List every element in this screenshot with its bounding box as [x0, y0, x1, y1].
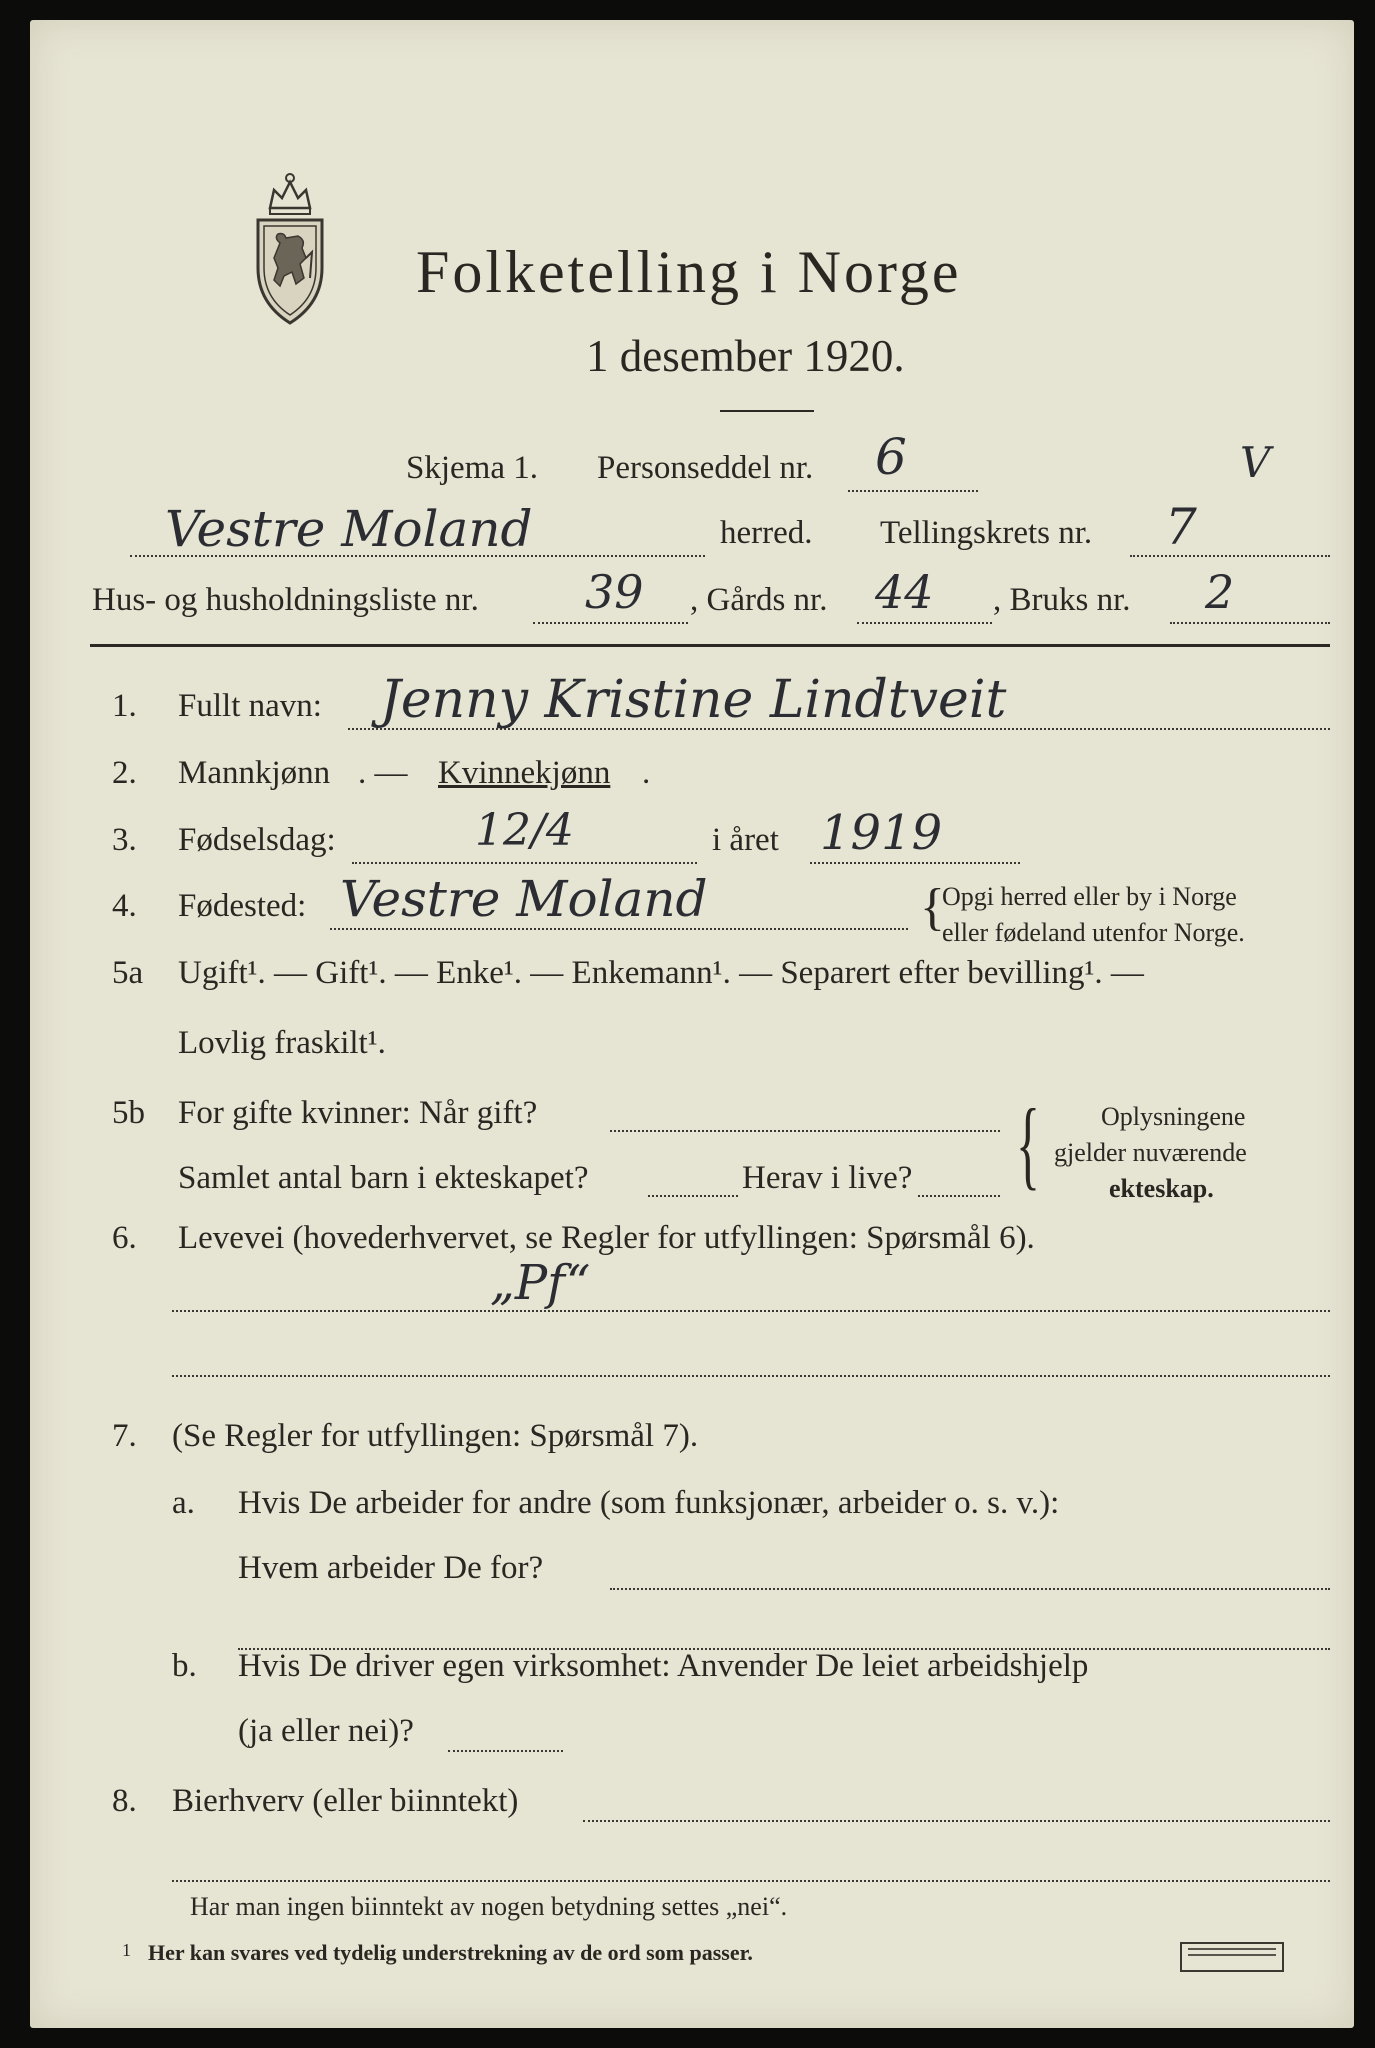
herred-value: Vestre Moland: [165, 500, 533, 558]
q5b-label-3: Herav i live?: [742, 1160, 913, 1196]
q3-year-line: [810, 862, 1020, 864]
q7b-line: [448, 1750, 563, 1752]
q5a-text-2: Lovlig fraskilt¹.: [178, 1025, 386, 1061]
check-mark: V: [1240, 438, 1271, 487]
q2-end: .: [642, 755, 651, 791]
printer-stamp: [1180, 1942, 1284, 1972]
q5b-children-line: [648, 1195, 738, 1197]
q3-year-label: i året: [712, 822, 779, 858]
footnote-mark: 1: [122, 1940, 131, 1960]
personseddel-nr: 6: [875, 428, 907, 486]
q5a-number: 5a: [112, 955, 144, 991]
q7a-letter: a.: [172, 1485, 195, 1521]
hus-label: Hus- og husholdningsliste nr.: [92, 582, 479, 618]
schema-label: Skjema 1.: [406, 450, 538, 486]
q4-note-1: Opgi herred eller by i Norge: [942, 882, 1237, 911]
q5b-note-1: Oplysningene: [1101, 1102, 1246, 1131]
gards-nr: 44: [875, 565, 934, 619]
q8-label: Bierhverv (eller biinntekt): [172, 1783, 519, 1819]
q7b-text-2: (ja eller nei)?: [238, 1713, 414, 1749]
q7a-text-1: Hvis De arbeider for andre (som funksjonær, arbeider o. s. v.):: [238, 1485, 1060, 1521]
tellingskrets-label: Tellingskrets nr.: [880, 515, 1093, 551]
q1-label: Fullt navn:: [178, 688, 322, 724]
q4-label: Fødested:: [178, 888, 307, 924]
q3-value: 12/4: [475, 805, 574, 856]
q4-line: [330, 928, 908, 930]
q5b-note-3: ekteskap.: [1109, 1174, 1214, 1203]
q7a-line-1: [610, 1588, 1330, 1590]
q6-number: 6.: [112, 1220, 137, 1256]
q5b-number: 5b: [112, 1095, 145, 1131]
q2-female: Kvinnekjønn: [438, 755, 611, 791]
gards-label: , Gårds nr.: [690, 582, 828, 618]
q5b-note-2: gjelder nuværende: [1054, 1138, 1247, 1167]
form-title: Folketelling i Norge: [416, 239, 962, 305]
q3-label: Fødselsdag:: [178, 822, 336, 858]
q6-line-2: [172, 1375, 1330, 1377]
q2-separator: . —: [358, 755, 408, 791]
footnote-text: Her kan svares ved tydelig understrekning av de ord som passer.: [148, 1940, 753, 1965]
q5b-label-2: Samlet antal barn i ekteskapet?: [178, 1160, 589, 1196]
header-divider: [90, 644, 1330, 647]
q6-line-1: [172, 1310, 1330, 1312]
q3-line: [352, 862, 697, 864]
q8-line-1: [583, 1820, 1330, 1822]
tellingskrets-nr: 7: [1165, 498, 1197, 556]
q7-label: (Se Regler for utfyllingen: Spørsmål 7).: [172, 1418, 699, 1454]
q5a-text: Ugift¹. — Gift¹. — Enke¹. — Enkemann¹. — Separert efter bevilling¹. —: [178, 955, 1144, 991]
q7b-letter: b.: [172, 1648, 197, 1684]
herred-label: herred.: [720, 515, 813, 551]
q8-number: 8.: [112, 1783, 137, 1819]
bruks-label: , Bruks nr.: [993, 582, 1131, 618]
q7b-text-1: Hvis De driver egen virksomhet: Anvender De leiet arbeidshjelp: [238, 1648, 1089, 1684]
bruks-line: [1170, 622, 1330, 624]
q5b-married-line: [610, 1130, 1000, 1132]
q7a-text-2: Hvem arbeider De for?: [238, 1550, 544, 1586]
q6-value: „Pf“: [490, 1255, 591, 1311]
q6-label: Levevei (hovederhvervet, se Regler for utfyllingen: Spørsmål 6).: [178, 1220, 1035, 1256]
q8-note: Har man ingen biinntekt av nogen betydning settes „nei“.: [190, 1892, 788, 1921]
hus-nr: 39: [585, 565, 644, 619]
title-divider: [720, 410, 814, 412]
gards-line: [857, 622, 992, 624]
q4-value: Vestre Moland: [340, 870, 708, 928]
form-date: 1 desember 1920.: [586, 331, 905, 381]
q4-note-2: eller fødeland utenfor Norge.: [942, 918, 1245, 947]
q2-number: 2.: [112, 755, 137, 791]
hus-line: [533, 622, 688, 624]
coat-of-arms-icon: [250, 168, 330, 328]
census-form: [30, 20, 1354, 2028]
bruks-nr: 2: [1205, 565, 1235, 619]
personseddel-label: Personseddel nr.: [597, 450, 814, 486]
q5b-alive-line: [918, 1195, 1000, 1197]
q5b-label-1: For gifte kvinner: Når gift?: [178, 1095, 538, 1131]
q3-year-value: 1919: [820, 805, 943, 861]
q4-number: 4.: [112, 888, 137, 924]
personseddel-line: [848, 490, 978, 492]
q3-number: 3.: [112, 822, 137, 858]
tellingskrets-line: [1130, 555, 1330, 557]
q1-number: 1.: [112, 688, 137, 724]
q7-number: 7.: [112, 1418, 137, 1454]
q1-value: Jenny Kristine Lindtveit: [380, 670, 1007, 730]
q5b-brace: {: [1016, 1088, 1040, 1199]
q2-male: Mannkjønn: [178, 755, 331, 791]
q8-line-2: [172, 1880, 1330, 1882]
q4-brace: {: [920, 879, 945, 936]
